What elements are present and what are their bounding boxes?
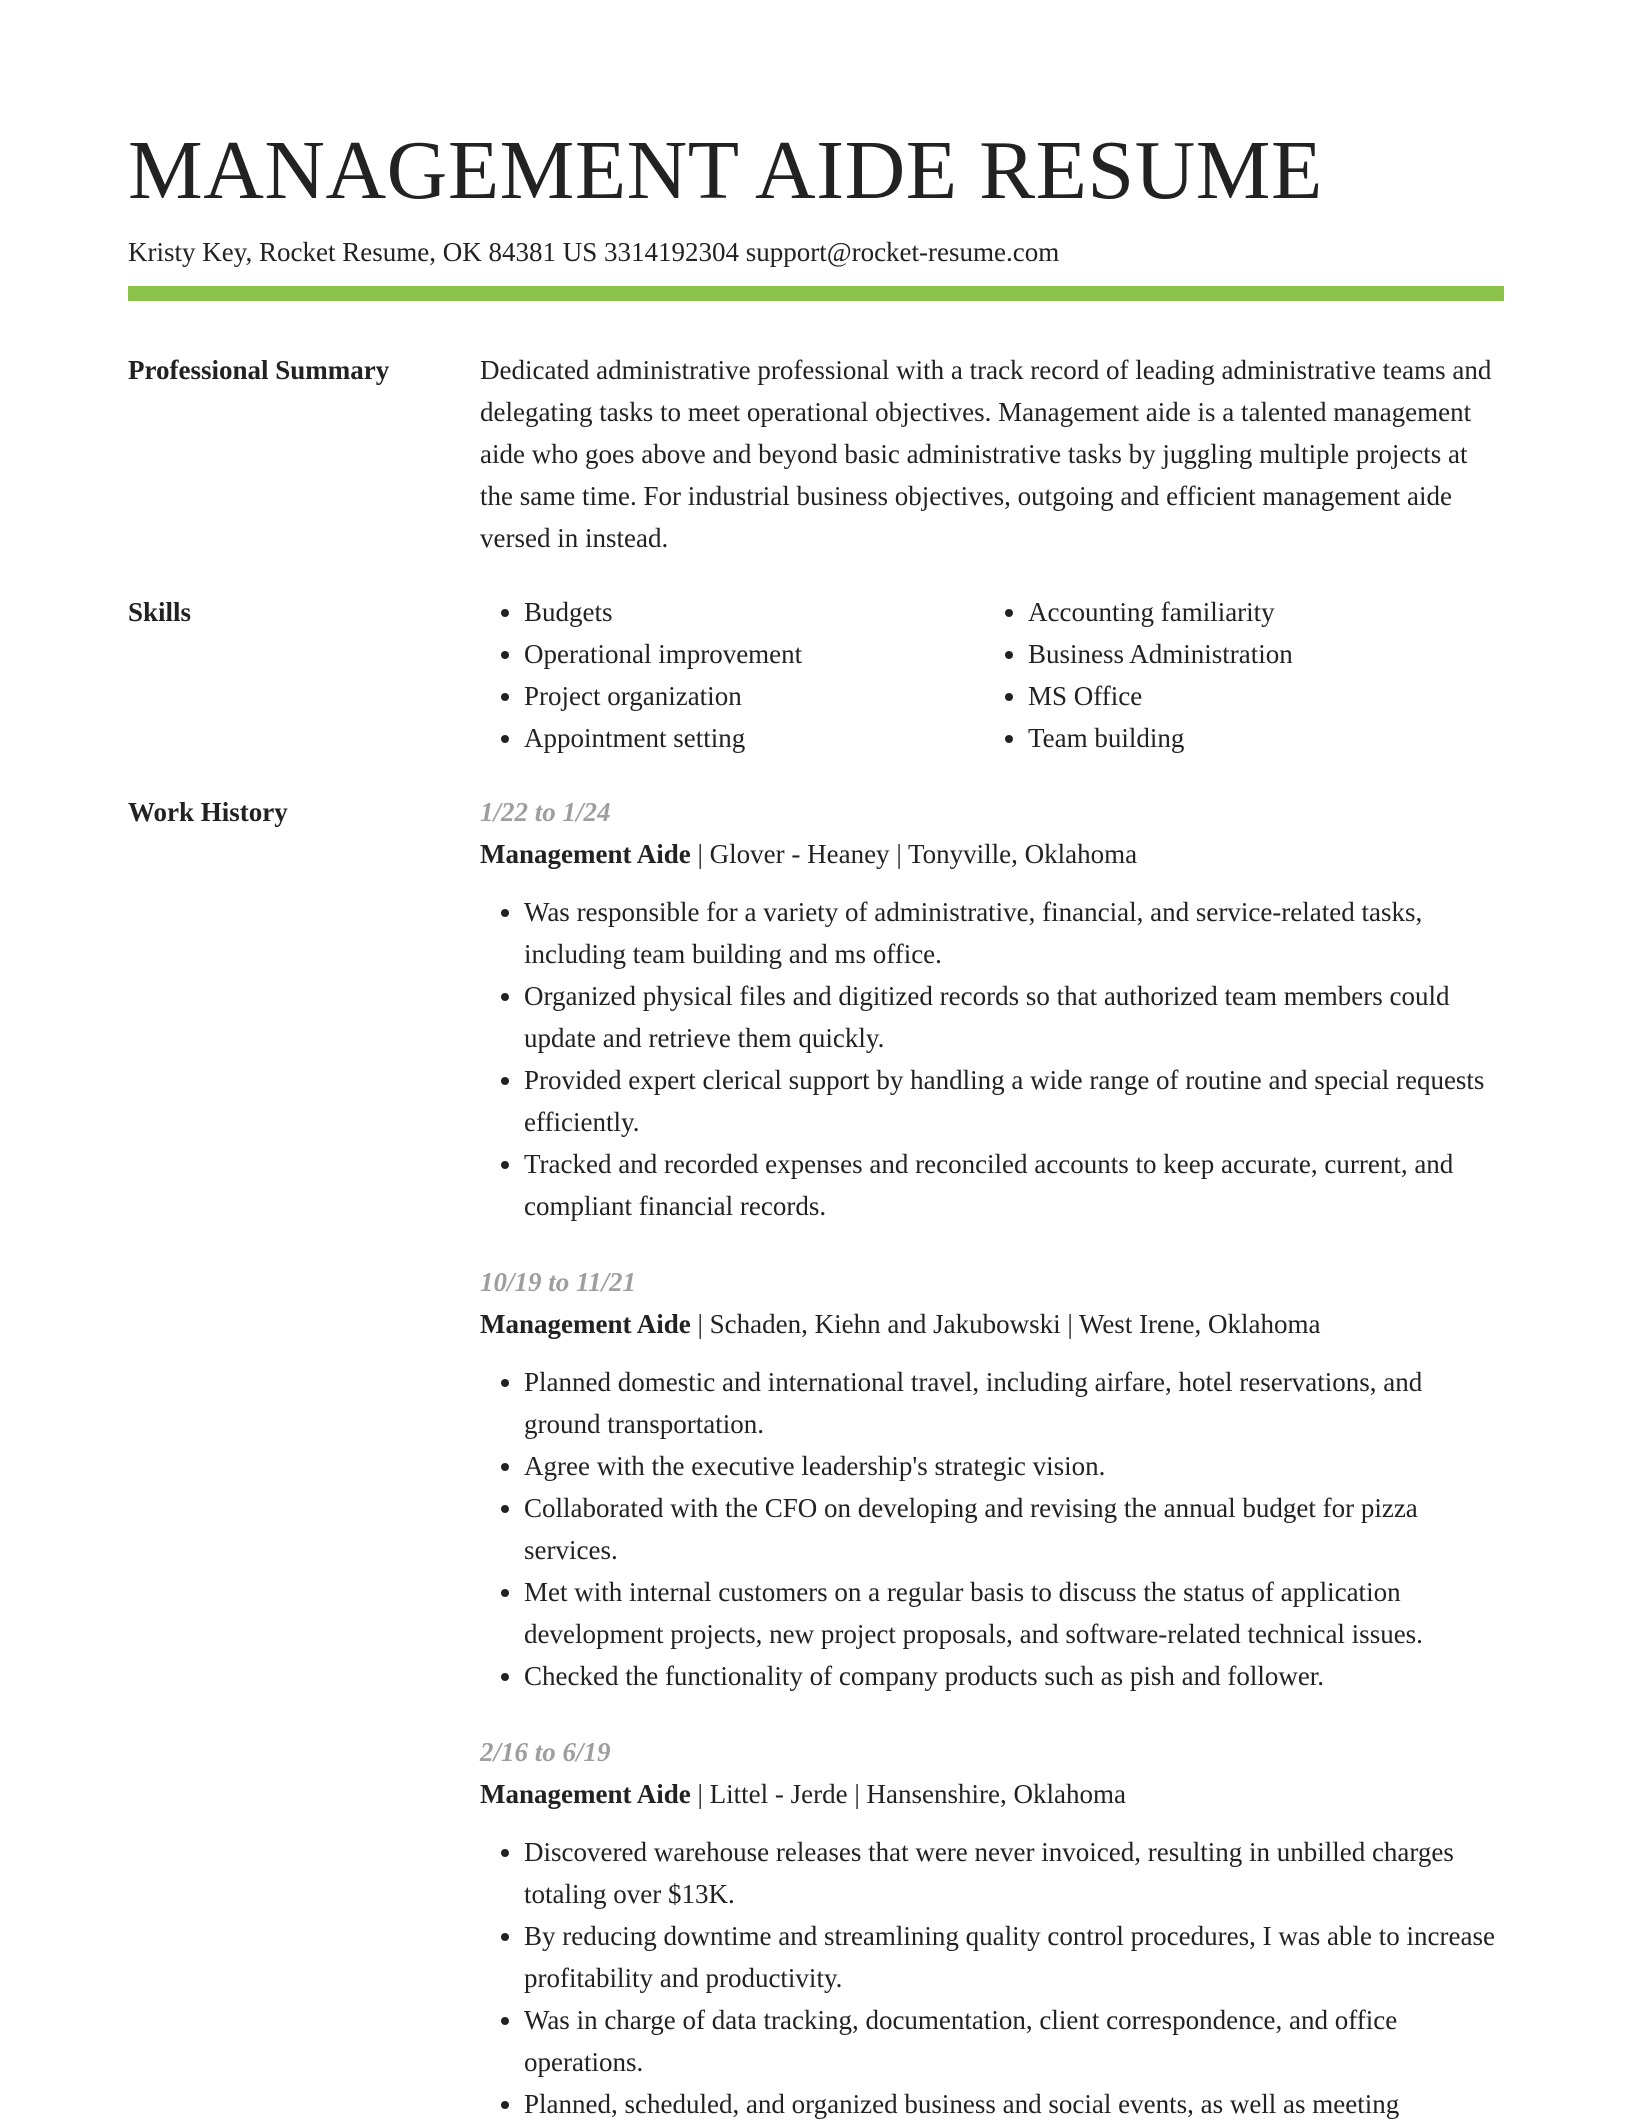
job-dates: 10/19 to 11/21 [480, 1267, 637, 1297]
job-title: Management Aide [480, 839, 691, 869]
professional-summary-section [128, 349, 1504, 559]
resume-title: MANAGEMENT AIDE RESUME [128, 124, 1323, 217]
skill-item: • Appointment setting [524, 717, 984, 759]
summary-text: Dedicated administrative professional with a track record of leading administrative teams and delegating tasks to meet operational objectives. Management aide is a talented management aide who goes above and beyond basic administrative tasks by juggling multiple projects at the same time. For industrial business objectives, outgoing and efficient management aide versed in instead. [480, 355, 1492, 553]
job-entry [480, 1261, 1504, 1697]
contact-line [128, 234, 1504, 270]
job-company: | Glover - Heaney [691, 839, 890, 869]
skill-item: • Budgets [524, 591, 984, 633]
work-history-section [128, 791, 1504, 2125]
work-history-list [480, 791, 1504, 2125]
job-entry [480, 791, 1504, 1227]
job-bullet: • Discovered warehouse releases that were never invoiced, resulting in unbilled charges totaling over $13K. [524, 1831, 1504, 1915]
job-location: | Hansenshire, Oklahoma [848, 1779, 1126, 1809]
section-label-skills: Skills [128, 597, 192, 627]
job-bullets [480, 891, 1504, 1227]
skills-column-2 [984, 591, 1488, 759]
job-bullet: • Was in charge of data tracking, documentation, client correspondence, and office operations. [524, 1999, 1504, 2083]
job-heading [480, 1773, 1504, 1815]
job-bullet: • Was responsible for a variety of administrative, financial, and service-related tasks, including team building and ms office. [524, 891, 1504, 975]
job-bullet: • Checked the functionality of company products such as pish and follower. [524, 1655, 1504, 1697]
job-company: | Schaden, Kiehn and Jakubowski [691, 1309, 1061, 1339]
job-heading [480, 1303, 1504, 1345]
job-title: Management Aide [480, 1309, 691, 1339]
job-entry [480, 1731, 1504, 2125]
job-company: | Littel - Jerde [691, 1779, 848, 1809]
skill-item: • Business Administration [1028, 633, 1488, 675]
section-label-work-history: Work History [128, 797, 288, 827]
job-location: | West Irene, Oklahoma [1061, 1309, 1321, 1339]
job-bullets [480, 1831, 1504, 2125]
skill-item: • Accounting familiarity [1028, 591, 1488, 633]
job-dates: 1/22 to 1/24 [480, 797, 611, 827]
job-bullet: • Planned, scheduled, and organized business and social events, as well as meeting [524, 2083, 1504, 2125]
job-location: | Tonyville, Oklahoma [890, 839, 1138, 869]
job-bullet: • Provided expert clerical support by handling a wide range of routine and special requests efficiently. [524, 1059, 1504, 1143]
job-title: Management Aide [480, 1779, 691, 1809]
header-divider [128, 286, 1504, 301]
skill-item: • Operational improvement [524, 633, 984, 675]
skill-item: • Project organization [524, 675, 984, 717]
skill-item: • MS Office [1028, 675, 1488, 717]
contact-name: Kristy Key, [128, 237, 253, 267]
job-bullet: • Tracked and recorded expenses and reconciled accounts to keep accurate, current, and compliant financial records. [524, 1143, 1504, 1227]
skills-section [128, 591, 1504, 759]
skill-item: • Team building [1028, 717, 1488, 759]
job-bullet: • Collaborated with the CFO on developing and revising the annual budget for pizza services. [524, 1487, 1504, 1571]
skills-column-1 [480, 591, 984, 759]
section-label-summary: Professional Summary [128, 355, 390, 385]
job-bullet: • Agree with the executive leadership's strategic vision. [524, 1445, 1504, 1487]
contact-address: Rocket Resume, OK 84381 US [258, 237, 598, 267]
job-bullet: • Met with internal customers on a regular basis to discuss the status of application development projects, new project proposals, and software-related technical issues. [524, 1571, 1504, 1655]
resume-page [128, 118, 1504, 2125]
job-heading [480, 833, 1504, 875]
job-bullets [480, 1361, 1504, 1697]
job-bullet: • Planned domestic and international travel, including airfare, hotel reservations, and ground transportation. [524, 1361, 1504, 1445]
skills-grid [480, 591, 1504, 759]
job-bullet: • By reducing downtime and streamlining quality control procedures, I was able to increase profitability and productivity. [524, 1915, 1504, 1999]
job-dates: 2/16 to 6/19 [480, 1737, 611, 1767]
contact-email: support@rocket-resume.com [745, 237, 1060, 267]
contact-phone: 3314192304 [603, 237, 739, 267]
job-bullet: • Organized physical files and digitized records so that authorized team members could update and retrieve them quickly. [524, 975, 1504, 1059]
